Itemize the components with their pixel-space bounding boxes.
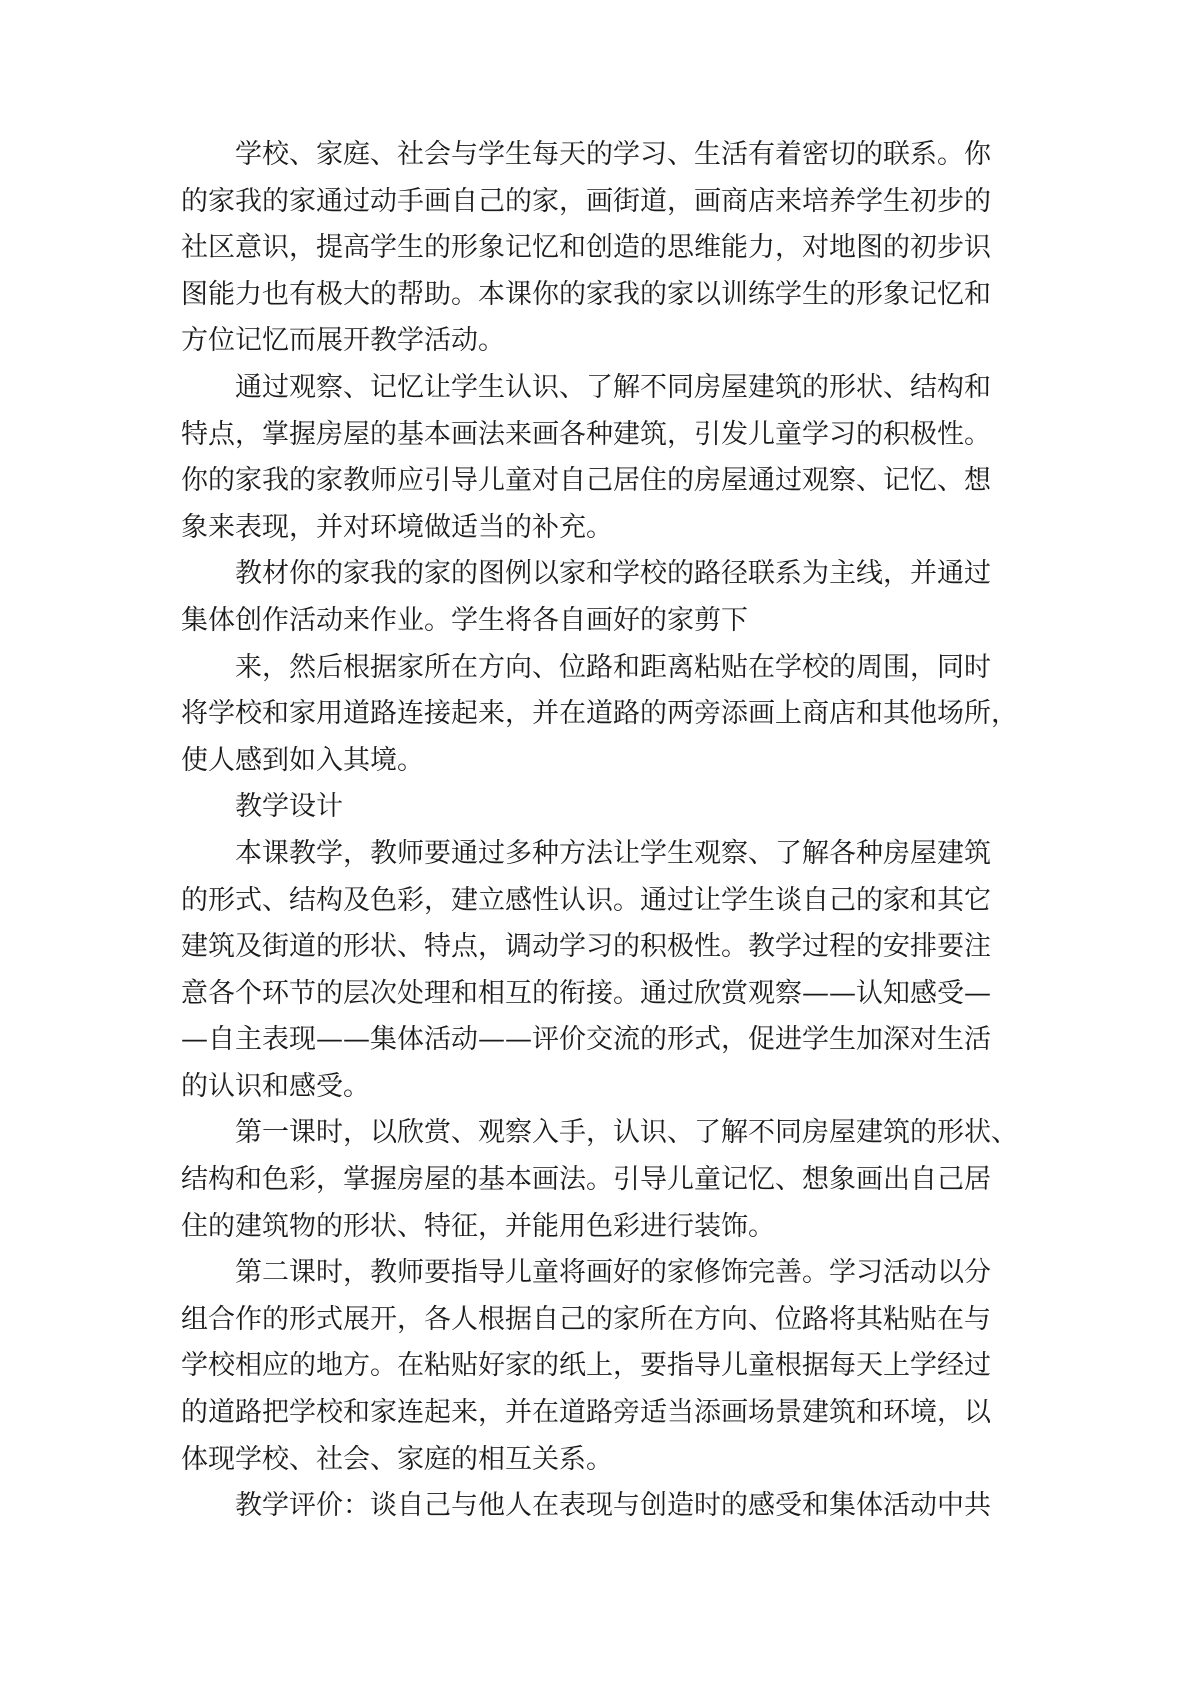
text-line: 住的建筑物的形状、特征，并能用色彩进行装饰。 — [181, 1210, 775, 1242]
text-line: 来，然后根据家所在方向、位路和距离粘贴在学校的周围，同时 — [235, 651, 991, 683]
text-line: 建筑及街道的形状、特点，调动学习的积极性。教学过程的安排要注 — [181, 931, 991, 963]
text-line: 意各个环节的层次处理和相互的衔接。通过欣赏观察——认知感受— — [181, 977, 991, 1009]
text-line: 的认识和感受。 — [181, 1070, 370, 1102]
text-line: 的道路把学校和家连起来，并在道路旁适当添画场景建筑和环境，以 — [181, 1397, 991, 1429]
text-line: 方位记忆而展开教学活动。 — [181, 325, 505, 357]
text-line: 特点，掌握房屋的基本画法来画各种建筑，引发儿童学习的积极性。 — [181, 418, 991, 450]
text-line: —自主表现——集体活动——评价交流的形式，促进学生加深对生活 — [181, 1024, 991, 1056]
text-line: 教学评价：谈自己与他人在表现与创造时的感受和集体活动中共 — [235, 1490, 991, 1522]
text-line: 学校、家庭、社会与学生每天的学习、生活有着密切的联系。你 — [235, 139, 991, 170]
text-line: 教材你的家我的家的图例以家和学校的路径联系为主线，并通过 — [235, 558, 991, 590]
text-line: 本课教学，教师要通过多种方法让学生观察、了解各种房屋建筑 — [235, 837, 991, 869]
text-line: 象来表现，并对环境做适当的补充。 — [181, 511, 613, 543]
text-line: 结构和色彩，掌握房屋的基本画法。引导儿童记忆、想象画出自己居 — [181, 1164, 991, 1196]
text-line: 组合作的形式展开，各人根据自己的家所在方向、位路将其粘贴在与 — [181, 1303, 991, 1335]
text-line: 学校相应的地方。在粘贴好家的纸上，要指导儿童根据每天上学经过 — [181, 1350, 991, 1382]
text-line: 通过观察、记忆让学生认识、了解不同房屋建筑的形状、结构和 — [235, 371, 991, 403]
section-heading: 教学设计 — [235, 791, 343, 823]
text-line: 的家我的家通过动手画自己的家，画街道，画商店来培养学生初步的 — [181, 185, 991, 217]
body-text — [181, 132, 1021, 1530]
text-line: 社区意识，提高学生的形象记忆和创造的思维能力，对地图的初步识 — [181, 232, 991, 264]
text-line: 图能力也有极大的帮助。本课你的家我的家以训练学生的形象记忆和 — [181, 278, 991, 310]
text-line: 你的家我的家教师应引导儿童对自己居住的房屋通过观察、记忆、想 — [181, 465, 991, 497]
text-line: 使人感到如入其境。 — [181, 744, 424, 776]
text-line: 第二课时，教师要指导儿童将画好的家修饰完善。学习活动以分 — [235, 1257, 991, 1289]
text-line: 的形式、结构及色彩，建立感性认识。通过让学生谈自己的家和其它 — [181, 884, 991, 916]
text-line: 体现学校、社会、家庭的相互关系。 — [181, 1443, 613, 1475]
text-line: 集体创作活动来作业。学生将各自画好的家剪下 — [181, 604, 748, 636]
text-line: 第一课时，以欣赏、观察入手，认识、了解不同房屋建筑的形状、 — [235, 1117, 1018, 1149]
text-line: 将学校和家用道路连接起来，并在道路的两旁添画上商店和其他场所， — [181, 698, 1018, 730]
